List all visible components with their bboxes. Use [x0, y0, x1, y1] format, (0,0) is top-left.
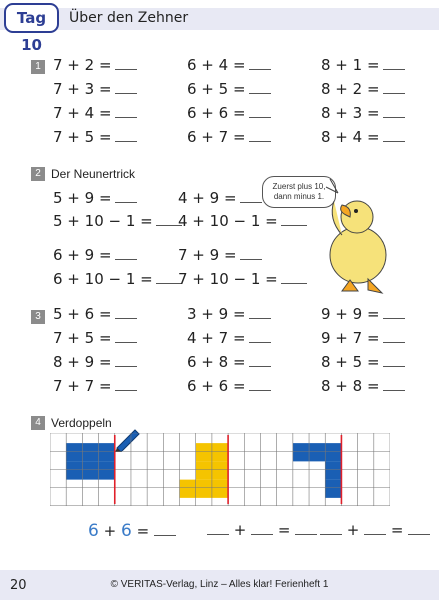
- equation-text: 8 + 1 =: [321, 56, 380, 74]
- equation-text: 6 + 9 =: [53, 246, 112, 264]
- equation: [321, 377, 405, 395]
- task-equals: =: [277, 521, 291, 539]
- answer-blank[interactable]: [154, 524, 176, 536]
- equation: [53, 270, 182, 288]
- equation: [187, 377, 271, 395]
- answer-blank[interactable]: [281, 272, 307, 284]
- equation: [187, 104, 271, 122]
- example-addend-a: 6: [88, 521, 99, 541]
- example-addend-b: 6: [120, 521, 132, 541]
- answer-blank[interactable]: [115, 307, 137, 319]
- equation: [321, 56, 405, 74]
- answer-blank[interactable]: [115, 106, 137, 118]
- section-3-number: 3: [31, 310, 45, 324]
- doubling-task-2: [207, 521, 317, 539]
- yellow-cell: [196, 480, 212, 498]
- answer-blank[interactable]: [383, 307, 405, 319]
- equation-text: 5 + 10 − 1 =: [53, 212, 153, 230]
- example-plus: +: [103, 522, 117, 540]
- answer-blank[interactable]: [249, 379, 271, 391]
- answer-blank[interactable]: [295, 523, 317, 535]
- equation: [178, 246, 262, 264]
- equation: [321, 104, 405, 122]
- task-plus: +: [233, 521, 247, 539]
- equation-text: 8 + 3 =: [321, 104, 380, 122]
- page-number: 20: [10, 578, 27, 593]
- section-4-number: 4: [31, 416, 45, 430]
- blue-cell: [66, 461, 82, 479]
- equation-text: 3 + 9 =: [187, 305, 246, 323]
- answer-blank[interactable]: [249, 58, 271, 70]
- equation: [187, 128, 271, 146]
- equation: [53, 353, 137, 371]
- answer-blank[interactable]: [115, 331, 137, 343]
- equation-text: 8 + 9 =: [53, 353, 112, 371]
- equation: [53, 104, 137, 122]
- blue-cell: [99, 443, 115, 461]
- answer-blank[interactable]: [115, 58, 137, 70]
- section-2-number: 2: [31, 167, 45, 181]
- task-plus: +: [346, 521, 360, 539]
- speech-bubble: Zuerst plus 10, dann minus 1.: [262, 176, 336, 208]
- yellow-cell: [212, 480, 228, 498]
- copyright: © VERITAS-Verlag, Linz – Alles klar! Ferienheft 1: [110, 579, 329, 590]
- equation-text: 6 + 5 =: [187, 80, 246, 98]
- equation-text: 6 + 6 =: [187, 377, 246, 395]
- equation: [187, 329, 271, 347]
- equation-text: 6 + 8 =: [187, 353, 246, 371]
- section-4-title: Verdoppeln: [51, 416, 112, 430]
- answer-blank[interactable]: [249, 82, 271, 94]
- page-header: [0, 0, 439, 54]
- answer-blank[interactable]: [249, 307, 271, 319]
- blue-cell: [325, 461, 341, 479]
- equation: [53, 329, 137, 347]
- yellow-cell: [196, 443, 212, 461]
- equation: [187, 353, 271, 371]
- answer-blank[interactable]: [115, 130, 137, 142]
- equation-text: 7 + 4 =: [53, 104, 112, 122]
- answer-blank[interactable]: [383, 58, 405, 70]
- equation-text: 8 + 4 =: [321, 128, 380, 146]
- duck-illustration: [320, 175, 395, 300]
- blue-cell: [309, 443, 325, 461]
- equation-text: 7 + 5 =: [53, 128, 112, 146]
- answer-blank[interactable]: [383, 130, 405, 142]
- equation: [53, 56, 137, 74]
- yellow-cell: [196, 461, 212, 479]
- answer-blank[interactable]: [383, 355, 405, 367]
- answer-blank[interactable]: [251, 523, 273, 535]
- answer-blank[interactable]: [115, 191, 137, 203]
- blue-cell: [82, 461, 98, 479]
- equation: [178, 212, 307, 230]
- task-equals: =: [390, 521, 404, 539]
- answer-blank[interactable]: [383, 82, 405, 94]
- equation-text: 7 + 5 =: [53, 329, 112, 347]
- blue-cell: [325, 480, 341, 498]
- blue-cell: [293, 443, 309, 461]
- equation-text: 4 + 7 =: [187, 329, 246, 347]
- equation-text: 7 + 7 =: [53, 377, 112, 395]
- doubling-grid: [50, 433, 390, 506]
- equation-text: 5 + 9 =: [53, 189, 112, 207]
- equation: [187, 56, 271, 74]
- equation: [321, 329, 405, 347]
- blue-cell: [82, 443, 98, 461]
- equation: [321, 128, 405, 146]
- equation-text: 4 + 10 − 1 =: [178, 212, 278, 230]
- equation: [53, 377, 137, 395]
- answer-blank[interactable]: [207, 523, 229, 535]
- equation: [187, 80, 271, 98]
- answer-blank[interactable]: [383, 379, 405, 391]
- doubling-example: [88, 521, 176, 541]
- equation: [321, 80, 405, 98]
- equation-text: 8 + 2 =: [321, 80, 380, 98]
- equation-text: 7 + 9 =: [178, 246, 237, 264]
- blue-cell: [66, 443, 82, 461]
- answer-blank[interactable]: [115, 355, 137, 367]
- equation-text: 7 + 2 =: [53, 56, 112, 74]
- equation-text: 8 + 5 =: [321, 353, 380, 371]
- answer-blank[interactable]: [249, 130, 271, 142]
- answer-blank[interactable]: [408, 523, 430, 535]
- equation-text: 5 + 6 =: [53, 305, 112, 323]
- equation-text: 7 + 10 − 1 =: [178, 270, 278, 288]
- equation: [53, 189, 137, 207]
- answer-blank[interactable]: [364, 523, 386, 535]
- equation-text: 6 + 4 =: [187, 56, 246, 74]
- answer-blank[interactable]: [383, 106, 405, 118]
- equation-text: 6 + 7 =: [187, 128, 246, 146]
- blue-cell: [99, 461, 115, 479]
- yellow-cell: [212, 443, 228, 461]
- answer-blank[interactable]: [383, 331, 405, 343]
- equation: [53, 128, 137, 146]
- equation: [53, 246, 137, 264]
- answer-blank[interactable]: [249, 106, 271, 118]
- answer-blank[interactable]: [281, 214, 307, 226]
- equation-text: 9 + 9 =: [321, 305, 380, 323]
- equation-text: 9 + 7 =: [321, 329, 380, 347]
- header-bar: [0, 8, 439, 30]
- equation: [53, 212, 182, 230]
- equation: [321, 353, 405, 371]
- equation: [53, 305, 137, 323]
- day-badge: Tag 10: [4, 3, 59, 33]
- equation: [178, 189, 262, 207]
- answer-blank[interactable]: [249, 355, 271, 367]
- equation-text: 6 + 10 − 1 =: [53, 270, 153, 288]
- section-1-number: 1: [31, 60, 45, 74]
- answer-blank[interactable]: [249, 331, 271, 343]
- yellow-cell: [212, 461, 228, 479]
- section-2-title: Der Neunertrick: [51, 167, 136, 181]
- yellow-cell: [180, 480, 196, 498]
- answer-blank[interactable]: [115, 379, 137, 391]
- doubling-task-3: [320, 521, 430, 539]
- equation-text: 8 + 8 =: [321, 377, 380, 395]
- equation: [178, 270, 307, 288]
- equation-text: 4 + 9 =: [178, 189, 237, 207]
- blue-cell: [325, 443, 341, 461]
- answer-blank[interactable]: [240, 248, 262, 260]
- example-equals: =: [136, 522, 150, 540]
- equation-text: 6 + 6 =: [187, 104, 246, 122]
- answer-blank[interactable]: [320, 523, 342, 535]
- equation-text: 7 + 3 =: [53, 80, 112, 98]
- page-footer: [0, 570, 439, 600]
- answer-blank[interactable]: [240, 191, 262, 203]
- equation: [187, 305, 271, 323]
- equation: [321, 305, 405, 323]
- answer-blank[interactable]: [115, 248, 137, 260]
- equation: [53, 80, 137, 98]
- page-title: Über den Zehner: [69, 10, 189, 26]
- answer-blank[interactable]: [115, 82, 137, 94]
